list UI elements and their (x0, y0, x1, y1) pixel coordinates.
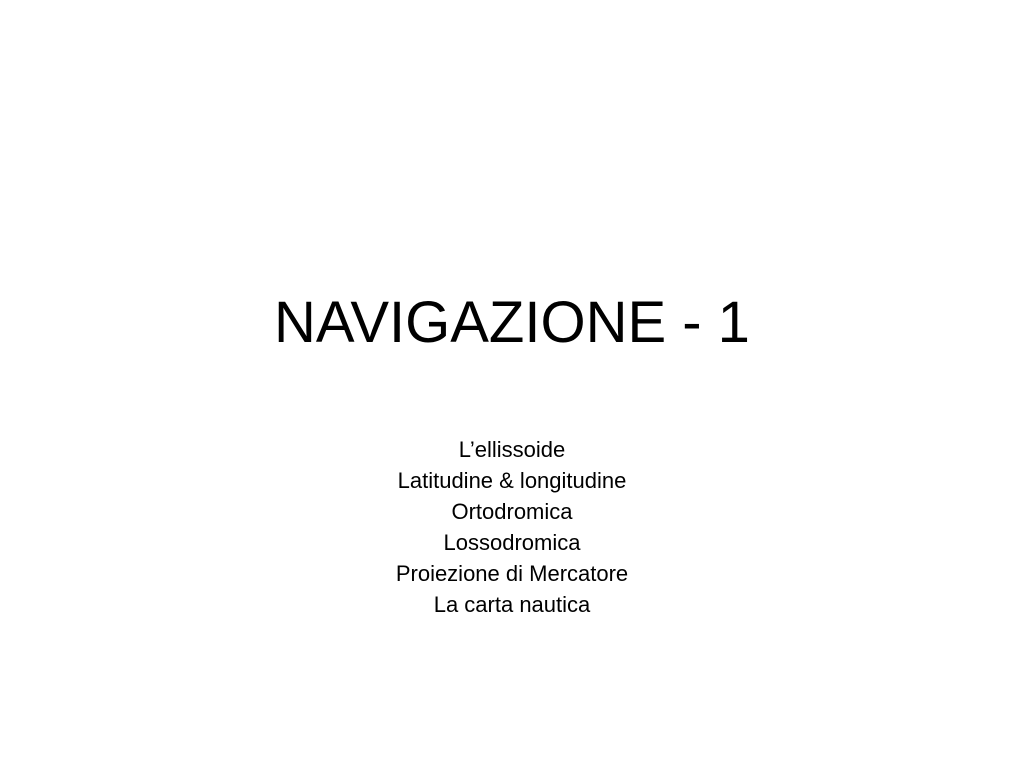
subtitle-line: Ortodromica (451, 499, 573, 524)
subtitle-line: Lossodromica (443, 530, 581, 555)
subtitle-list (0, 434, 1024, 620)
slide-title: NAVIGAZIONE - 1 (274, 290, 750, 355)
subtitle-line: Proiezione di Mercatore (395, 561, 629, 586)
subtitle-line: L’ellissoide (458, 437, 566, 462)
subtitle-line: La carta nautica (433, 592, 591, 617)
subtitle-line: Latitudine & longitudine (397, 468, 627, 493)
